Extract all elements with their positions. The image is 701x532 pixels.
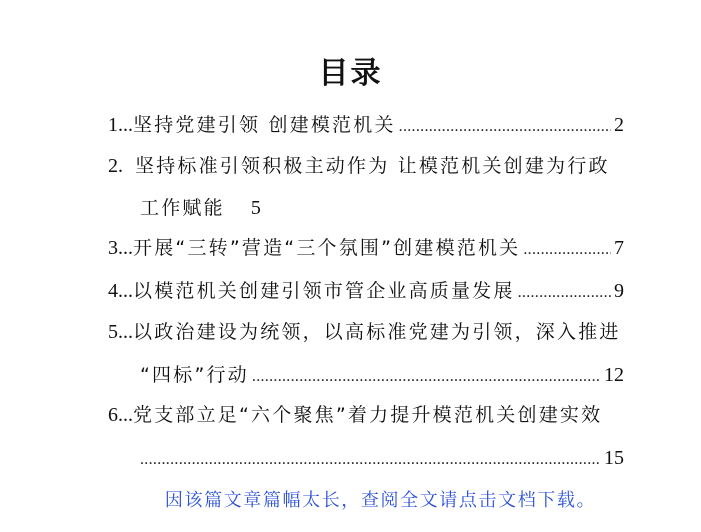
toc-entry-page: 5 [250, 197, 261, 219]
toc-entry-text: 坚持标准引领积极主动作为 让模范机关创建为行政 [135, 155, 610, 177]
toc-entry-3[interactable] [108, 234, 624, 262]
toc-entry-number: 3... [108, 237, 133, 259]
toc-entry-text: 以模范机关创建引领市管企业高质量发展 [133, 280, 515, 302]
toc-entry-5[interactable] [108, 318, 624, 346]
dot-leader [518, 279, 611, 307]
toc-entry-text: 党支部立足“六个聚焦”着力提升模范机关创建实效 [133, 404, 603, 426]
toc-entry-number: 4... [108, 280, 133, 302]
toc-entry-number: 2. [108, 155, 123, 177]
page-title: 目录 [318, 56, 383, 91]
toc-entry-text-cont: “四标”行动 [140, 364, 249, 386]
toc-entry-6-cont[interactable] [140, 444, 624, 472]
toc-entry-4[interactable] [108, 277, 624, 305]
toc-entry-2-cont[interactable] [140, 194, 624, 222]
toc-entry-1[interactable] [108, 111, 624, 139]
dot-leader [523, 236, 611, 264]
toc-entry-page: 9 [614, 280, 624, 302]
dot-leader [252, 363, 601, 391]
toc-entry-page: 7 [614, 237, 624, 259]
download-note[interactable]: 因该篇文章篇幅太长，查阅全文请点击文档下载。 [164, 490, 597, 511]
dot-leader [399, 113, 611, 141]
toc-entry-page: 2 [614, 114, 624, 136]
toc-entry-number: 1... [108, 114, 133, 136]
toc-entry-page: 15 [604, 447, 624, 469]
toc-entry-2[interactable] [108, 152, 624, 180]
dot-leader [140, 446, 601, 474]
toc-entry-page: 12 [604, 364, 624, 386]
toc-entry-6[interactable] [108, 401, 624, 429]
toc-entry-number: 6... [108, 404, 133, 426]
toc-entry-text: 以政治建设为统领，以高标准党建为引领，深入推进 [133, 321, 621, 343]
toc-entry-text: 坚持党建引领 创建模范机关 [133, 114, 396, 136]
toc-entry-text: 开展“三转”营造“三个氛围”创建模范机关 [133, 237, 521, 259]
toc-entry-text-cont: 工作赋能 [140, 197, 225, 219]
toc-entry-5-cont[interactable] [140, 361, 624, 389]
toc-entry-number: 5... [108, 321, 133, 343]
